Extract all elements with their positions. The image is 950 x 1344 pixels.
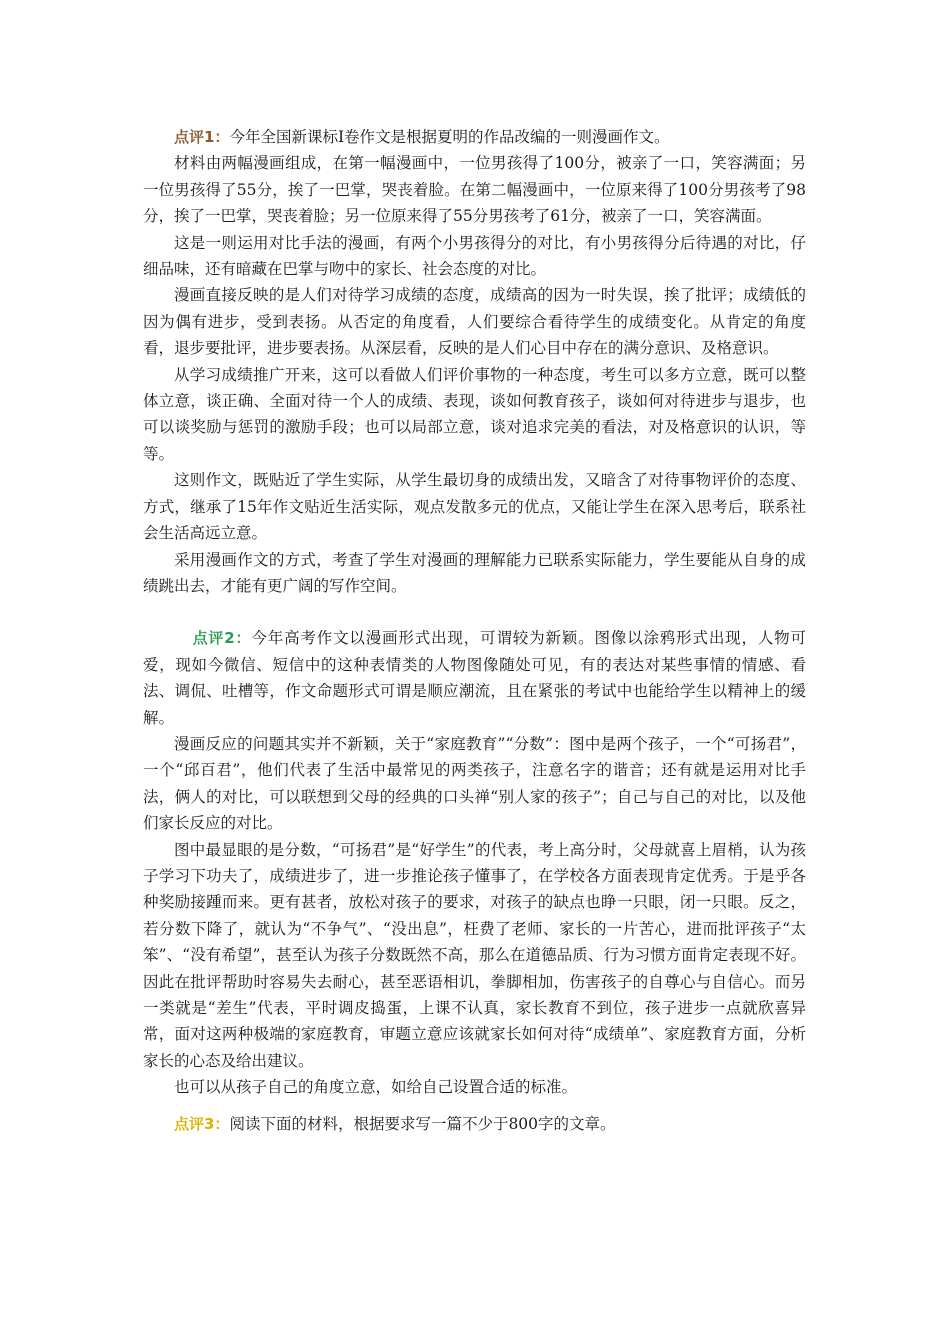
comment-2-intro-paragraph (143, 625, 806, 731)
comment-2-intro: 今年高考作文以漫画形式出现，可谓较为新颖。图像以涂鸦形式出现，人物可爱，现如今微信、短信中的这种表情类的人物图像随处可见，有的表达对某些事情的情感、看法、调侃、吐槽等，作文命题形式可谓是顺应潮流，且在紧张的考试中也能给学生以精神上的缓解。 (143, 629, 807, 727)
comment-3-intro-paragraph (143, 1111, 806, 1137)
comment-1-intro-paragraph (143, 124, 806, 150)
comment-1-paragraph: 采用漫画作文的方式，考查了学生对漫画的理解能力已联系实际能力，学生要能从自身的成绩跳出去，才能有更广阔的写作空间。 (143, 550, 806, 595)
comment-3-label: 点评3： (174, 1114, 230, 1133)
comment-1-paragraph: 从学习成绩推广开来，这可以看做人们评价事物的一种态度，考生可以多方立意，既可以整体立意，谈正确、全面对待一个人的成绩、表现，谈如何教育孩子，谈如何对待进步与退步，也可以谈奖励与惩罚的激励手段；也可以局部立意，谈对追求完美的看法，对及格意识的认识，等等。 (143, 365, 806, 463)
comment-1-intro: 今年全国新课标Ⅰ卷作文是根据夏明的作品改编的一则漫画作文。 (229, 128, 670, 146)
comment-2-paragraph: 也可以从孩子自己的角度立意，如给自己设置合适的标准。 (174, 1078, 578, 1097)
section-spacer (143, 599, 806, 625)
comment-3-intro: 阅读下面的材料，根据要求写一篇不少于800字的文章。 (229, 1114, 616, 1133)
comment-2-paragraph: 图中最显眼的是分数，“可扬君”是“好学生”的代表，考上高分时，父母就喜上眉梢，认为孩子学习下功夫了，成绩进步了，进一步推论孩子懂事了，在学校各方面表现肯定优秀。于是乎各种奖励接踵而来。更有甚者，放松对孩子的要求，对孩子的缺点也睁一只眼，闭一只眼。反之，若分数下降了，就认为“不争气”、“没出息”，枉费了老师、家长的一片苦心，进而批评孩子“太笨”、“没有希望”，甚至认为孩子分数既然不高，那么在道德品质、行为习惯方面肯定表现不好。因此在批评帮助时容易失去耐心，甚至恶语相讥，拳脚相加，伤害孩子的自尊心与自信心。而另一类就是“差生”代表，平时调皮捣蛋，上课不认真，家长教育不到位，孩子进步一点就欣喜异常，面对这两种极端的家庭教育，审题立意应该就家长如何对待“成绩单”、家庭教育方面，分析家长的心态及给出建议。 (143, 840, 806, 1070)
comment-3-section (143, 1111, 806, 1137)
comment-1-paragraph: 材料由两幅漫画组成，在第一幅漫画中，一位男孩得了100分，被亲了一口，笑容满面；另一位男孩得了55分，挨了一巴掌，哭丧着脸。在第二幅漫画中，一位原来得了100分男孩考了98分，挨了一巴掌，哭丧着脸；另一位原来得了55分男孩考了61分，被亲了一口，笑容满面。 (143, 154, 806, 226)
comment-1-label: 点评1： (174, 128, 230, 146)
comment-1-paragraph: 这则作文，既贴近了学生实际，从学生最切身的成绩出发，又暗含了对待事物评价的态度、方式，继承了15年作文贴近生活实际，观点发散多元的优点，又能让学生在深入思考后，联系社会生活高远立意。 (143, 471, 806, 543)
comment-1-paragraph: 漫画直接反映的是人们对待学习成绩的态度，成绩高的因为一时失误，挨了批评；成绩低的因为偶有进步，受到表扬。从否定的角度看，人们要综合看待学生的成绩变化。从肯定的角度看，退步要批评，进步要表扬。从深层看，反映的是人们心目中存在的满分意识、及格意识。 (143, 286, 806, 358)
comment-2-label: 点评2： (192, 629, 252, 648)
section-spacer (143, 1101, 806, 1111)
comment-1-section (143, 124, 806, 599)
comment-2-paragraph: 漫画反应的问题其实并不新颖，关于“家庭教育”“分数”：图中是两个孩子，一个“可扬君”，一个“邱百君”，他们代表了生活中最常见的两类孩子，注意名字的谐音；还有就是运用对比手法，俩人的对比，可以联想到父母的经典的口头禅“别人家的孩子”；自己与自己的对比，以及他们家长反应的对比。 (143, 734, 806, 833)
document-page (143, 124, 806, 1137)
comment-2-section (143, 625, 806, 1100)
comment-1-paragraph: 这是一则运用对比手法的漫画，有两个小男孩得分的对比，有小男孩得分后待遇的对比，仔细品味，还有暗藏在巴掌与吻中的家长、社会态度的对比。 (143, 233, 806, 279)
